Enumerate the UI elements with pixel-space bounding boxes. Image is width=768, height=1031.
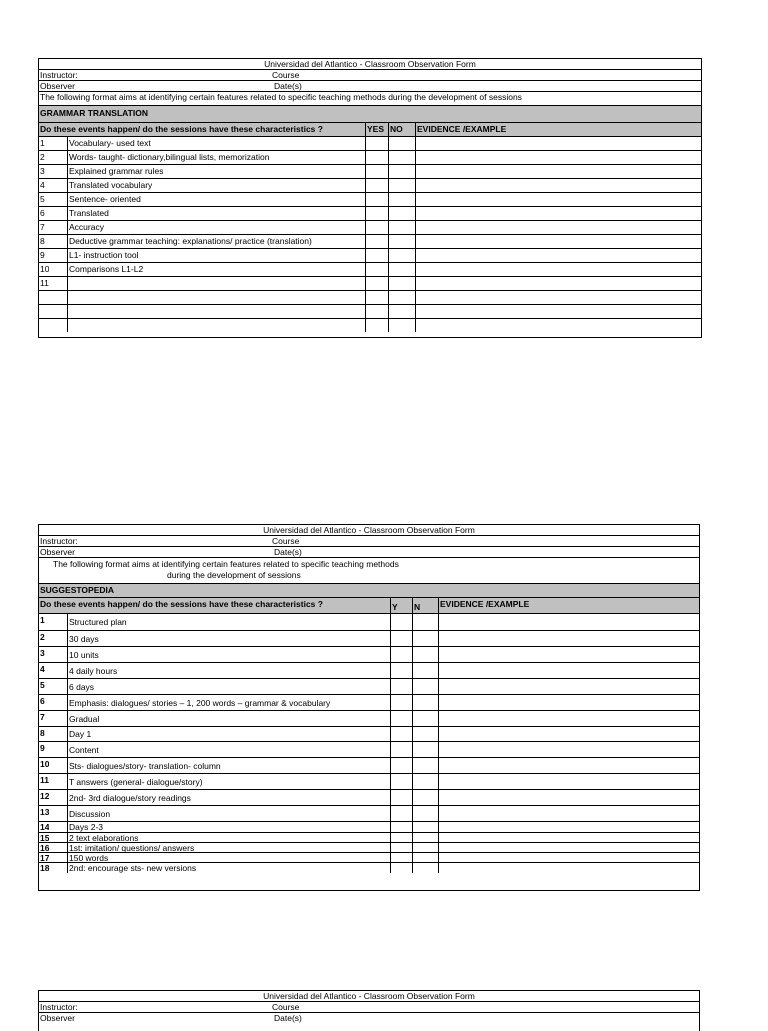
item-number: 9	[40, 743, 45, 753]
no-cell[interactable]	[388, 193, 415, 206]
yes-cell[interactable]	[390, 833, 412, 842]
item-description: 1st: imitation/ questions/ answers	[69, 843, 195, 852]
evidence-cell[interactable]	[415, 263, 701, 276]
checklist-row	[39, 843, 699, 853]
instructor-label: Instructor:	[40, 536, 78, 546]
yes-cell[interactable]	[390, 727, 412, 741]
checklist-row	[39, 679, 699, 695]
no-cell[interactable]	[412, 822, 438, 832]
yes-cell[interactable]	[365, 235, 388, 248]
checklist-row	[39, 263, 701, 277]
item-number: 4	[40, 664, 45, 674]
intro-text-line2: during the development of sessions	[167, 570, 301, 580]
checklist-row	[39, 727, 699, 742]
dates-label: Date(s)	[274, 547, 302, 557]
checklist-row	[39, 774, 699, 790]
observation-form-partial	[38, 990, 700, 1031]
no-cell[interactable]	[388, 151, 415, 164]
yes-cell[interactable]	[390, 679, 412, 694]
checklist-rows	[39, 614, 699, 873]
evidence-cell[interactable]	[438, 843, 699, 852]
item-number: 7	[40, 222, 45, 232]
item-description: 30 days	[69, 634, 99, 644]
item-number: 11	[40, 278, 49, 288]
item-description: 2 text elaborations	[69, 833, 139, 842]
course-label: Course	[272, 1002, 300, 1012]
item-number: 5	[40, 194, 45, 204]
section-header	[39, 584, 699, 598]
instructor-row	[39, 536, 699, 547]
item-number: 16	[40, 843, 50, 852]
no-cell[interactable]	[412, 614, 438, 630]
intro-text-line1: The following format aims at identifying certain features related to specific teaching methods	[53, 559, 399, 569]
item-description: 2nd- 3rd dialogue/story readings	[69, 793, 191, 803]
no-column-header: N	[414, 602, 421, 612]
item-number: 6	[40, 208, 45, 218]
item-description: 10 units	[69, 650, 99, 660]
checklist-rows	[39, 137, 701, 332]
item-number: 4	[40, 180, 45, 190]
item-number: 5	[40, 680, 45, 690]
checklist-row	[39, 151, 701, 165]
observer-row	[39, 1013, 699, 1024]
checklist-row	[39, 663, 699, 679]
checklist-row	[39, 235, 701, 249]
checklist-row	[39, 711, 699, 727]
no-cell[interactable]	[412, 711, 438, 726]
evidence-cell[interactable]	[415, 193, 701, 206]
observer-row	[39, 547, 699, 558]
form-title-text: Universidad del Atlantico - Classroom Observation Form	[263, 991, 475, 1001]
item-description: Sts- dialogues/story- translation- column	[69, 761, 221, 771]
yes-cell[interactable]	[390, 631, 412, 646]
no-column-header: NO	[390, 124, 403, 134]
evidence-cell[interactable]	[415, 137, 701, 150]
checklist-row	[39, 822, 699, 833]
yes-cell[interactable]	[365, 305, 388, 318]
no-cell[interactable]	[388, 165, 415, 178]
item-number: 13	[40, 807, 50, 817]
no-cell[interactable]	[412, 843, 438, 852]
checklist-row	[39, 758, 699, 774]
intro-row	[39, 558, 699, 584]
yes-cell[interactable]	[390, 790, 412, 805]
no-cell[interactable]	[412, 790, 438, 805]
yes-cell[interactable]	[390, 758, 412, 773]
item-description: Deductive grammar teaching: explanations/ practice (translation)	[69, 236, 312, 246]
checklist-row	[39, 165, 701, 179]
yes-cell[interactable]	[390, 843, 412, 852]
checklist-row	[39, 647, 699, 663]
checklist-row	[39, 305, 701, 319]
no-cell[interactable]	[388, 277, 415, 290]
item-description: Accuracy	[69, 222, 104, 232]
evidence-cell[interactable]	[438, 663, 699, 678]
yes-cell[interactable]	[365, 179, 388, 192]
no-cell[interactable]	[412, 758, 438, 773]
checklist-row	[39, 695, 699, 711]
question-header: Do these events happen/ do the sessions have these characteristics ?	[40, 124, 323, 134]
yes-cell[interactable]	[390, 853, 412, 862]
no-cell[interactable]	[388, 207, 415, 220]
section-header	[39, 106, 701, 123]
checklist-row	[39, 614, 699, 631]
checklist-row	[39, 207, 701, 221]
checklist-row	[39, 806, 699, 822]
evidence-cell[interactable]	[438, 863, 699, 873]
item-description: Discussion	[69, 809, 111, 819]
yes-cell[interactable]	[365, 151, 388, 164]
checklist-row	[39, 631, 699, 647]
evidence-cell[interactable]	[438, 806, 699, 821]
dates-label: Date(s)	[274, 1013, 302, 1023]
yes-cell[interactable]	[390, 614, 412, 630]
item-number: 9	[40, 250, 45, 260]
evidence-cell[interactable]	[438, 833, 699, 842]
evidence-cell[interactable]	[415, 179, 701, 192]
yes-cell[interactable]	[365, 137, 388, 150]
intro-row	[39, 92, 701, 106]
yes-cell[interactable]	[390, 774, 412, 789]
no-cell[interactable]	[388, 291, 415, 304]
observer-label: Observer	[40, 1013, 75, 1023]
evidence-cell[interactable]	[438, 822, 699, 832]
item-description: T answers (general- dialogue/story)	[69, 777, 203, 787]
evidence-cell[interactable]	[415, 277, 701, 290]
no-cell[interactable]	[388, 235, 415, 248]
no-cell[interactable]	[388, 221, 415, 234]
yes-cell[interactable]	[365, 207, 388, 220]
evidence-cell[interactable]	[415, 151, 701, 164]
item-description: 4 daily hours	[69, 666, 118, 676]
section-title: SUGGESTOPEDIA	[40, 585, 114, 595]
no-cell[interactable]	[412, 647, 438, 662]
evidence-cell[interactable]	[438, 631, 699, 646]
evidence-cell[interactable]	[438, 695, 699, 710]
checklist-row	[39, 179, 701, 193]
yes-cell[interactable]	[390, 647, 412, 662]
form-title	[39, 59, 701, 70]
evidence-cell[interactable]	[415, 221, 701, 234]
evidence-cell[interactable]	[415, 235, 701, 248]
section-title: GRAMMAR TRANSLATION	[40, 108, 148, 118]
item-description: Emphasis: dialogues/ stories – 1, 200 words – grammar & vocabulary	[69, 698, 331, 708]
item-number: 8	[40, 728, 45, 738]
checklist-row	[39, 137, 701, 151]
item-number: 2	[40, 152, 45, 162]
no-cell[interactable]	[388, 137, 415, 150]
checklist-row	[39, 249, 701, 263]
item-number: 12	[40, 791, 50, 801]
no-cell[interactable]	[412, 774, 438, 789]
yes-cell[interactable]	[365, 277, 388, 290]
yes-cell[interactable]	[390, 695, 412, 710]
evidence-cell[interactable]	[438, 679, 699, 694]
no-cell[interactable]	[412, 695, 438, 710]
item-number	[39, 305, 40, 318]
checklist-row	[39, 790, 699, 806]
dates-label: Date(s)	[274, 81, 302, 91]
item-number: 2	[40, 632, 45, 642]
no-cell[interactable]	[388, 305, 415, 318]
form-title-text: Universidad del Atlantico - Classroom Observation Form	[263, 525, 475, 535]
item-description: Translated vocabulary	[69, 180, 153, 190]
instructor-label: Instructor:	[40, 1002, 78, 1012]
item-description: L1- instruction tool	[69, 250, 139, 260]
instructor-row	[39, 1002, 699, 1013]
item-number: 7	[40, 712, 45, 722]
item-description: Content	[69, 745, 99, 755]
item-description: Gradual	[69, 714, 100, 724]
yes-cell[interactable]	[390, 863, 412, 873]
item-number: 6	[40, 696, 45, 706]
question-header-row	[39, 123, 701, 137]
yes-cell[interactable]	[365, 221, 388, 234]
item-number: 3	[40, 166, 45, 176]
yes-cell[interactable]	[365, 319, 388, 332]
evidence-cell[interactable]	[438, 774, 699, 789]
checklist-row	[39, 863, 699, 873]
form-title-text: Universidad del Atlantico - Classroom Observation Form	[264, 59, 476, 69]
item-number: 18	[40, 863, 50, 873]
evidence-cell[interactable]	[415, 207, 701, 220]
evidence-cell[interactable]	[438, 647, 699, 662]
yes-cell[interactable]	[365, 263, 388, 276]
evidence-cell[interactable]	[415, 165, 701, 178]
evidence-cell[interactable]	[438, 614, 699, 630]
item-number: 14	[40, 822, 50, 832]
no-cell[interactable]	[412, 863, 438, 873]
item-description: Structured plan	[69, 617, 127, 627]
item-number: 17	[40, 853, 50, 862]
checklist-row	[39, 853, 699, 863]
no-cell[interactable]	[412, 833, 438, 842]
item-number: 10	[40, 759, 50, 769]
form-title	[39, 991, 699, 1002]
item-number: 3	[40, 648, 45, 658]
yes-cell[interactable]	[390, 742, 412, 757]
no-cell[interactable]	[412, 727, 438, 741]
no-cell[interactable]	[388, 319, 415, 332]
course-label: Course	[272, 70, 300, 80]
yes-cell[interactable]	[365, 249, 388, 262]
item-number: 11	[40, 775, 49, 785]
item-description: Comparisons L1-L2	[69, 264, 144, 274]
item-number: 10	[40, 264, 50, 274]
item-description: Days 2-3	[69, 822, 104, 832]
yes-cell[interactable]	[390, 663, 412, 678]
course-label: Course	[272, 536, 300, 546]
evidence-cell[interactable]	[415, 319, 701, 332]
item-description: Sentence- oriented	[69, 194, 141, 204]
item-description: Translated	[69, 208, 109, 218]
observation-form-grammar-translation	[38, 58, 702, 338]
item-description: Vocabulary- used text	[69, 138, 151, 148]
observer-label: Observer	[40, 547, 75, 557]
yes-cell[interactable]	[390, 822, 412, 832]
yes-cell[interactable]	[365, 193, 388, 206]
checklist-row	[39, 221, 701, 235]
item-number	[39, 291, 40, 304]
checklist-row	[39, 742, 699, 758]
item-number: 1	[40, 615, 45, 625]
no-cell[interactable]	[412, 806, 438, 821]
evidence-cell[interactable]	[415, 305, 701, 318]
item-number: 8	[40, 236, 45, 246]
no-cell[interactable]	[412, 631, 438, 646]
item-description: 6 days	[69, 682, 95, 692]
evidence-cell[interactable]	[438, 742, 699, 757]
observation-form-suggestopedia	[38, 524, 700, 891]
instructor-label: Instructor:	[40, 70, 78, 80]
no-cell[interactable]	[388, 179, 415, 192]
evidence-cell[interactable]	[438, 711, 699, 726]
evidence-cell[interactable]	[415, 291, 701, 304]
yes-cell[interactable]	[390, 711, 412, 726]
yes-column-header: YES	[367, 124, 385, 134]
checklist-row	[39, 277, 701, 291]
checklist-row	[39, 833, 699, 843]
yes-column-header: Y	[392, 602, 398, 612]
item-description: Day 1	[69, 729, 92, 739]
yes-cell[interactable]	[390, 806, 412, 821]
no-cell[interactable]	[388, 263, 415, 276]
no-cell[interactable]	[412, 742, 438, 757]
no-cell[interactable]	[412, 679, 438, 694]
evidence-cell[interactable]	[438, 853, 699, 862]
checklist-row	[39, 193, 701, 207]
item-number: 15	[40, 833, 50, 842]
no-cell[interactable]	[388, 249, 415, 262]
no-cell[interactable]	[412, 663, 438, 678]
evidence-cell[interactable]	[438, 727, 699, 741]
instructor-row	[39, 70, 701, 81]
evidence-cell[interactable]	[438, 790, 699, 805]
form-title	[39, 525, 699, 536]
intro-text: The following format aims at identifying certain features related to specific teaching methods during the development of sessions	[40, 92, 522, 102]
no-cell[interactable]	[412, 853, 438, 862]
checklist-row	[39, 291, 701, 305]
yes-cell[interactable]	[365, 165, 388, 178]
evidence-column-header: EVIDENCE /EXAMPLE	[440, 599, 530, 609]
evidence-cell[interactable]	[415, 249, 701, 262]
yes-cell[interactable]	[365, 291, 388, 304]
question-header: Do these events happen/ do the sessions have these characteristics ?	[40, 599, 323, 609]
observer-label: Observer	[40, 81, 75, 91]
item-description: 150 words	[69, 853, 109, 862]
item-description: Explained grammar rules	[69, 166, 164, 176]
item-description: 2nd: encourage sts- new versions	[69, 863, 197, 873]
evidence-column-header: EVIDENCE /EXAMPLE	[417, 124, 507, 134]
observer-row	[39, 81, 701, 92]
question-header-row	[39, 598, 699, 614]
checklist-row	[39, 319, 701, 332]
item-number: 1	[40, 138, 45, 148]
item-number	[39, 319, 40, 332]
evidence-cell[interactable]	[438, 758, 699, 773]
item-description: Words- taught- dictionary,bilingual lists, memorization	[69, 152, 270, 162]
